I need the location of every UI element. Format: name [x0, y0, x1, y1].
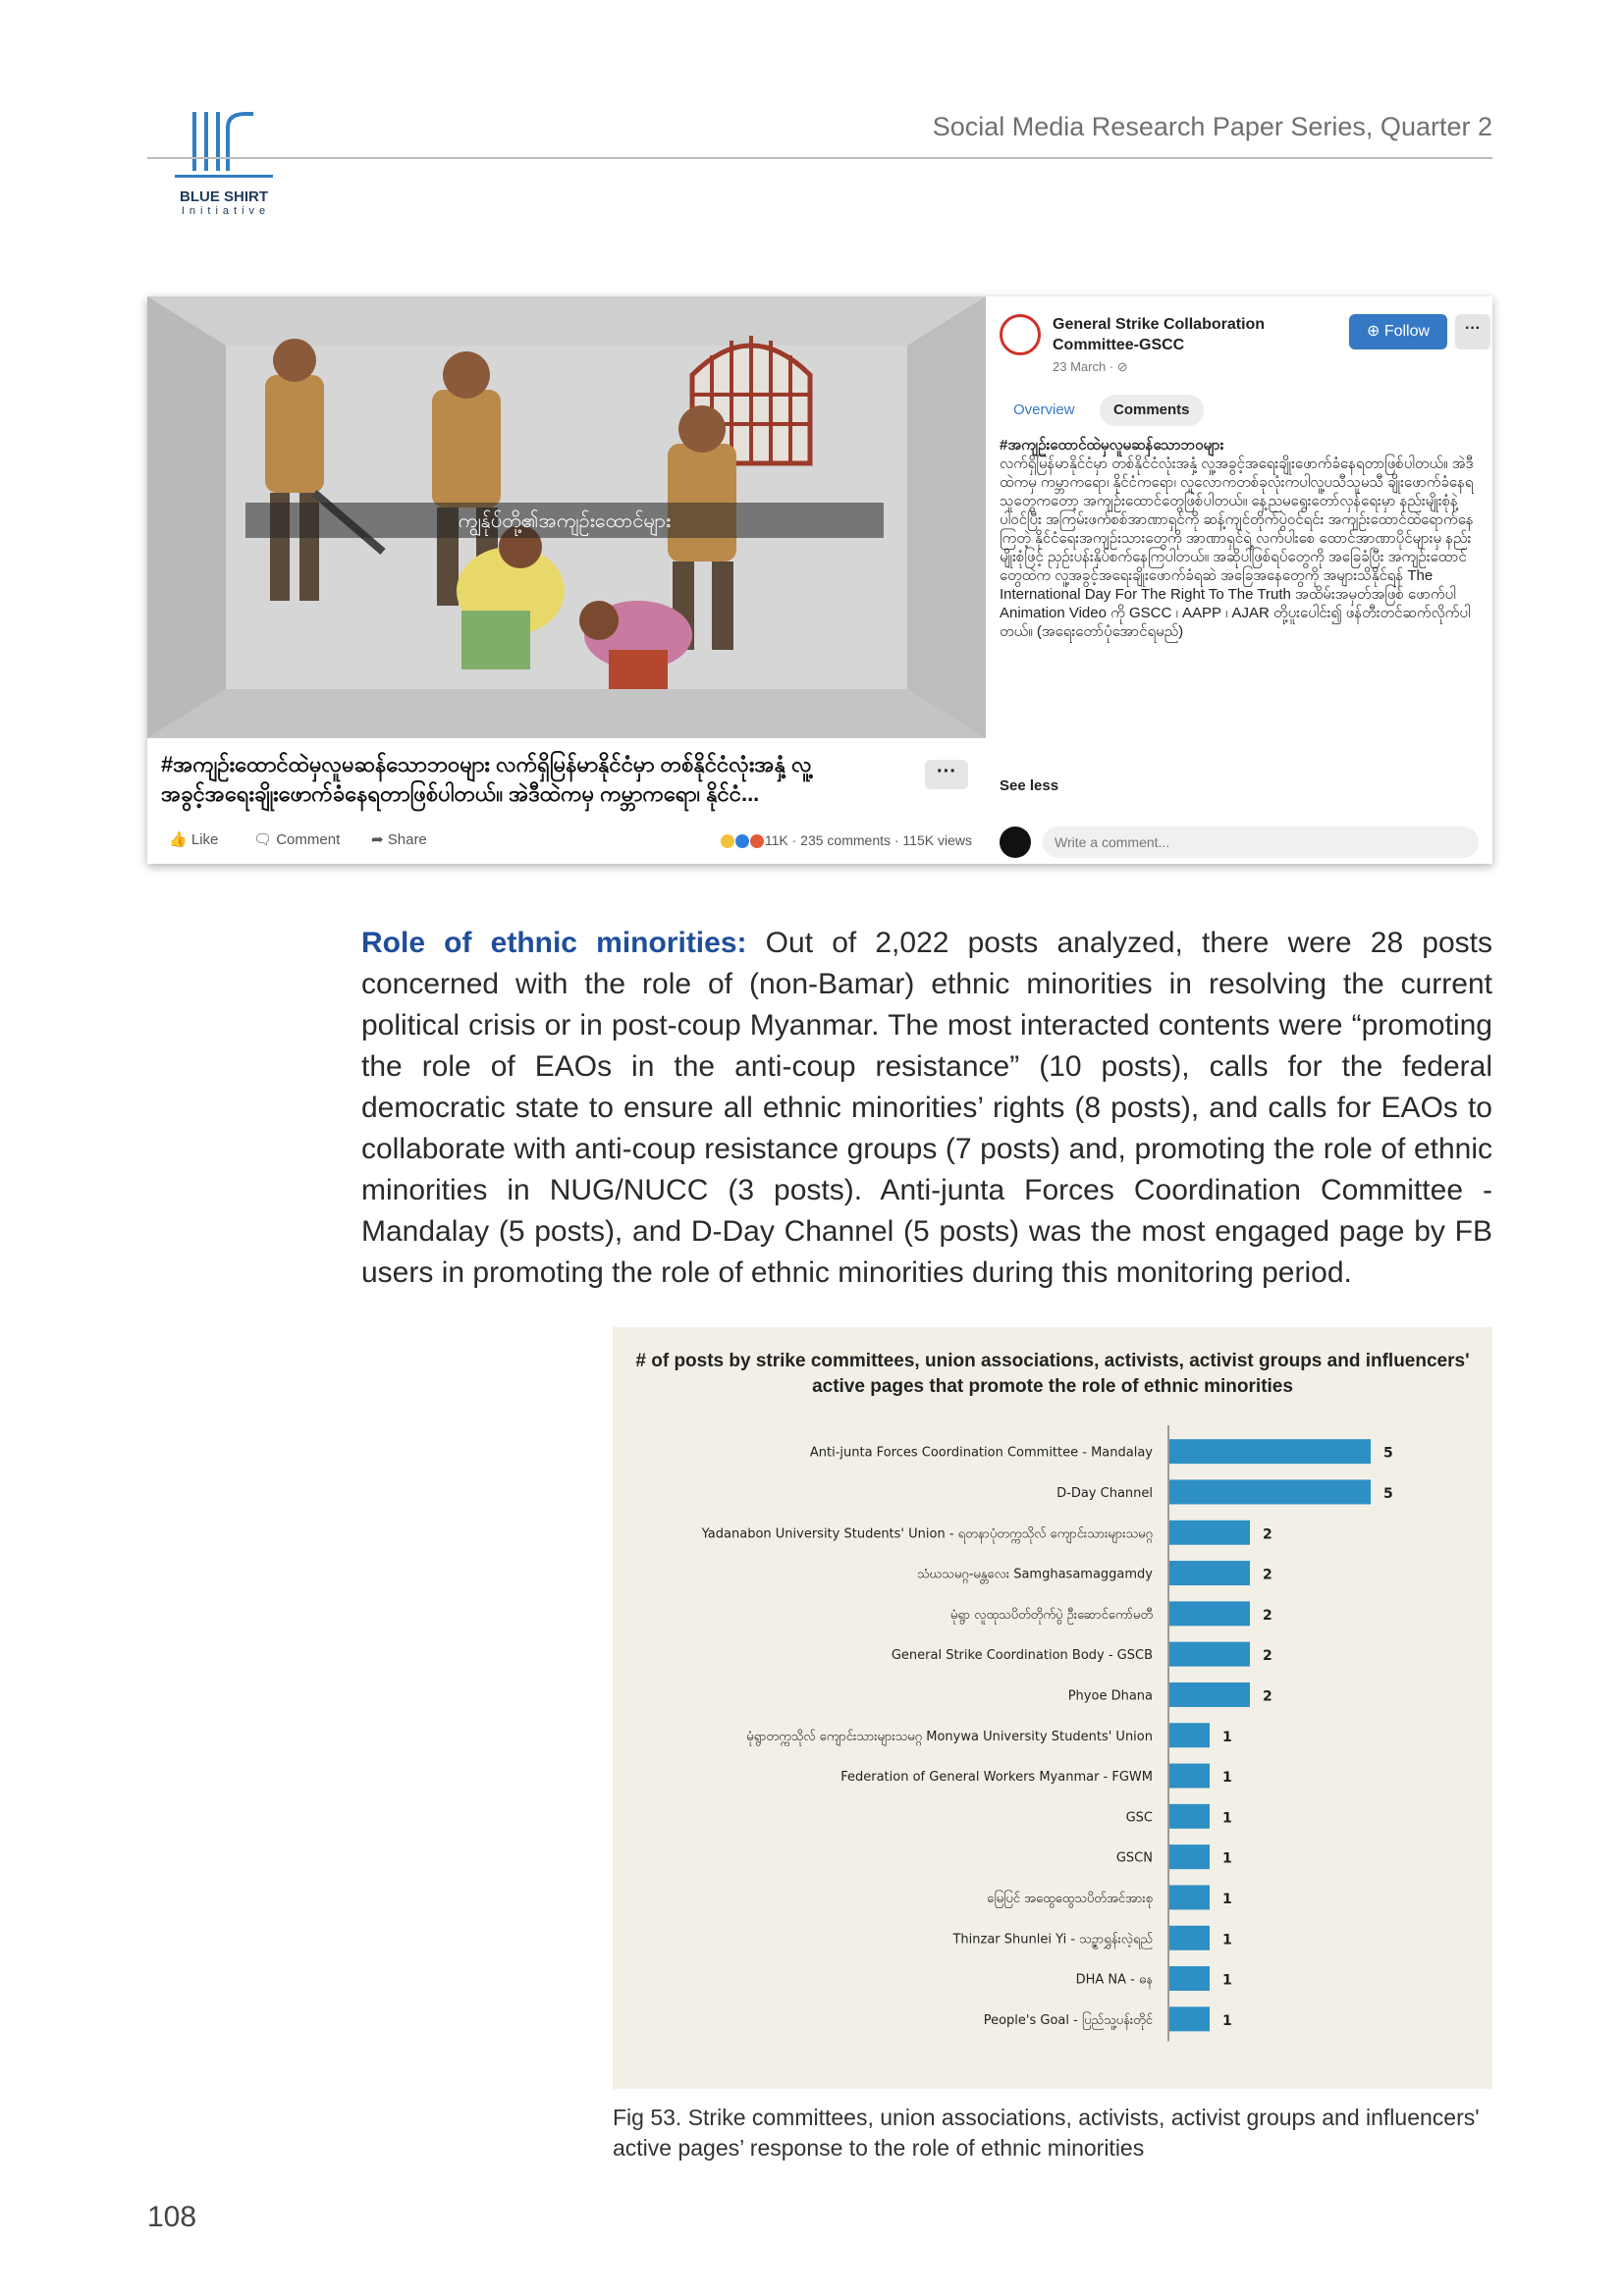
header-divider [147, 157, 1492, 159]
logo [165, 106, 283, 217]
page-avatar[interactable] [1000, 314, 1041, 355]
logo-name: BLUE SHIRT [180, 188, 268, 205]
category-label: Anti-junta Forces Coordination Committee - Mandalay [809, 1445, 1153, 1461]
caption-more-button[interactable]: ··· [925, 760, 968, 789]
prison-illustration-image [147, 296, 986, 738]
bar [1169, 1966, 1210, 1991]
body-paragraph [361, 923, 1492, 1294]
facebook-post-screenshot [147, 296, 1492, 864]
bar-value-label: 1 [1222, 2012, 1232, 2029]
chart-title: # of posts by strike committees, union associations, activists, activist groups and influencers' active pages that promote the role of ethnic minorities [635, 1351, 1470, 1397]
category-label: Yadanabon University Students' Union - ရတနာပုံတက္ကသိုလ် ကျောင်းသားများသမဂ္ဂ [701, 1526, 1153, 1542]
bar-value-label: 2 [1263, 1688, 1272, 1705]
bar-value-label: 5 [1383, 1485, 1393, 1502]
category-label: General Strike Coordination Body - GSCB [891, 1648, 1153, 1664]
bar-value-label: 1 [1222, 1932, 1232, 1949]
category-label: မုံရွာ လူထုသပိတ်တိုက်ပွဲ ဦးဆောင်ကော်မတီ [949, 1607, 1153, 1623]
bar [1169, 1926, 1210, 1950]
video-caption: #အကျဉ်းထောင်ထဲမှလူမဆန်သောဘဝများ လက်ရှိမြန်မာနိုင်ငံမှာ တစ်နိုင်ငံလုံးအနှံ့ လူ့အခွင့်အရေးချိုးဖောက်ခံနေရတာဖြစ်ပါတယ်။ အဲဒီထဲကမှ ကမ္ဘာကရော၊ နိုင်ငံ... [161, 752, 812, 806]
see-less-link[interactable]: See less [1000, 777, 1059, 794]
chart-plot [613, 1327, 1492, 2089]
bar [1169, 1723, 1210, 1747]
comment-bar [1000, 827, 1481, 860]
bar-chart [613, 1327, 1492, 2089]
post-action-bar [147, 819, 986, 864]
paragraph-text: Out of 2,022 posts analyzed, there were 28 posts concerned with the role of (non-Bamar) ethnic minorities in resolving the current political crisis or in post-coup Myanmar. The most interacted contents were “promoting the role of EAOs in the anti-coup resistance” (10 posts), calls for the federal democratic state to ensure all ethnic minorities’ rights (8 posts), and calls for EAOs to collaborate with anti-coup resistance groups (7 posts) and, promoting the role of ethnic minorities in NUG/NUCC (3 posts). Anti-junta Forces Coordination Committee - Mandalay (5 posts), and D-Day Channel (5 posts) was the most engaged page by FB users in promoting the role of ethnic minorities during this monitoring period. [361, 927, 1492, 1289]
video-caption-strip [147, 738, 986, 817]
bar-value-label: 1 [1222, 1810, 1232, 1827]
sad-reaction-icon [721, 834, 734, 848]
category-label: GSC [1125, 1810, 1153, 1826]
post-body: လက်ရှိမြန်မာနိုင်ငံမှာ တစ်နိုင်ငံလုံးအနှံ့ လူ့အခွင့်အရေးချိုးဖောက်ခံနေရတာဖြစ်ပါတယ်။ အဲဒီထဲကမှ ကမ္ဘာကရော၊ နိုင်ငံကရော၊ လူလောကတစ်ခုလုံးကပါလူ့ပသီသူမသီ ချိုးဖောက်ခံနေရသူတွေကတော့ အကျဉ်းထောင်တွေဖြစ်ပါတယ်။ နေ့ညမရွေးတော်လှန်ရေးမှာ နည်းမျိုးစုံနဲ့ပါဝင်ပြီး အကြမ်းဖက်စစ်အာဏာရှင်ကို ဆန့်ကျင်တိုက်ပွဲဝင်ရင်း အကျဉ်းထောင်ထဲရောက်နေကြတဲ့ နိုင်ငံရေးအကျဉ်းသားတွေကို အာဏာရှင်ရဲ့ လက်ပါးစေ ထောင်အာဏာပိုင်များမှ နည်းမျိုးစုံဖြင့် ညှဉ်းပန်းနှိပ်စက်နေကြပါတယ်။ အဆိုပါဖြစ်ရပ်တွေကို အခြေခံပြီး အကျဉ်းထောင်တွေထဲက လူ့အခွင့်အရေးချိုးဖောက်ခံရဆဲ အခြေအနေတွေကို အများသိနိုင်ရန် The International Day For The Right To The Truth အထိမ်းအမှတ်အဖြစ် ဖောက်ပါ Animation Video ကို GSCC ၊ AAPP ၊ AJAR တို့ပူးပေါင်း၍ ဖန်တီးတင်ဆက်လိုက်ပါတယ်။ (အရေးတော်ပုံအောင်ရမည်) [1000, 455, 1474, 640]
share-icon: ➦ [371, 831, 384, 848]
comment-icon: 🗨 [253, 831, 273, 848]
post-video-panel [147, 296, 986, 864]
bar-value-label: 1 [1222, 1770, 1232, 1787]
more-options-button[interactable]: ··· [1455, 314, 1490, 349]
comment-label: Comment [276, 831, 341, 848]
category-label: သံဃသမဂ္ဂ-မန္တလေး Samghasamaggamdy [917, 1567, 1153, 1582]
bar-value-label: 1 [1222, 1972, 1232, 1989]
post-text [1000, 436, 1481, 641]
page-name[interactable]: General Strike Collaboration Committee-GSCC [1053, 316, 1266, 353]
category-label: မုံရွာတက္ကသိုလ် ကျောင်းသားများသမဂ္ဂ Monywa University Students' Union [746, 1729, 1153, 1744]
figure-caption: Fig 53. Strike committees, union associations, activists, activist groups and influencers' active pages’ response to the role of ethnic minorities [613, 2105, 1480, 2161]
share-button[interactable] [371, 830, 427, 848]
category-label: People's Goal - ပြည်သူ့ပန်းတိုင် [983, 2012, 1153, 2028]
stats-text: 11K · 235 comments · 115K views [764, 832, 972, 848]
like-button[interactable] [169, 830, 218, 848]
bar-value-label: 2 [1263, 1648, 1272, 1665]
video-subtitle: ကျွန်ုပ်တို့၏အကျဉ်းထောင်များ [458, 508, 672, 532]
like-label: Like [190, 831, 219, 848]
comment-button[interactable] [253, 830, 340, 848]
bar-value-label: 5 [1383, 1445, 1393, 1462]
bar [1169, 1479, 1371, 1504]
bar [1169, 1642, 1250, 1667]
thumbs-up-icon: 👍 [169, 831, 188, 848]
post-stats[interactable] [721, 832, 972, 848]
bar-value-label: 2 [1263, 1526, 1272, 1543]
bar-value-label: 2 [1263, 1567, 1272, 1583]
series-title: Social Media Research Paper Series, Quarter 2 [932, 112, 1492, 141]
follow-button[interactable] [1349, 314, 1447, 349]
bar-value-label: 2 [1263, 1607, 1272, 1624]
comment-input[interactable]: Write a comment... [1043, 827, 1479, 858]
category-label: DHA NA - ဓန [1075, 1972, 1153, 1988]
bar [1169, 1764, 1210, 1789]
video-frame [147, 296, 986, 738]
follow-label: Follow [1383, 323, 1431, 340]
bar-value-label: 1 [1222, 1729, 1232, 1745]
angry-reaction-icon [750, 834, 764, 848]
bar [1169, 1682, 1250, 1707]
post-date[interactable]: 23 March · ⊘ [1053, 359, 1128, 374]
bar [1169, 1601, 1250, 1626]
share-label: Share [387, 831, 427, 848]
bar [1169, 1885, 1210, 1909]
blue-shirt-logo-icon [165, 106, 283, 185]
category-label: D-Day Channel [1056, 1485, 1153, 1501]
paragraph-lead: Role of ethnic minorities: [361, 927, 747, 959]
like-reaction-icon [735, 834, 749, 848]
follow-icon: ⊕ [1366, 323, 1380, 340]
category-label: Phyoe Dhana [1067, 1688, 1153, 1704]
tab-comments[interactable]: Comments [1100, 395, 1204, 426]
bar-value-label: 1 [1222, 1850, 1232, 1867]
tab-overview[interactable]: Overview [1013, 401, 1075, 418]
post-details-panel [986, 296, 1492, 864]
category-label: Thinzar Shunlei Yi - သဉ္ဇာရွှန်းလဲ့ရည် [952, 1932, 1153, 1948]
bar [1169, 1439, 1371, 1464]
bar [1169, 2006, 1210, 2031]
user-avatar [1000, 827, 1031, 858]
post-hashtag[interactable]: #အကျဉ်းထောင်ထဲမှလူမဆန်သောဘဝများ [1000, 437, 1224, 454]
bar [1169, 1561, 1250, 1585]
category-label: GSCN [1115, 1850, 1153, 1866]
logo-subtitle: Initiative [181, 205, 271, 217]
page-number: 108 [147, 2201, 197, 2233]
bar-value-label: 1 [1222, 1891, 1232, 1907]
category-label: မြေပြင် အထွေထွေသပိတ်အင်အားစု [987, 1891, 1153, 1906]
bar [1169, 1521, 1250, 1545]
category-label: Federation of General Workers Myanmar - FGWM [840, 1770, 1153, 1786]
bar [1169, 1844, 1210, 1869]
bar [1169, 1804, 1210, 1829]
